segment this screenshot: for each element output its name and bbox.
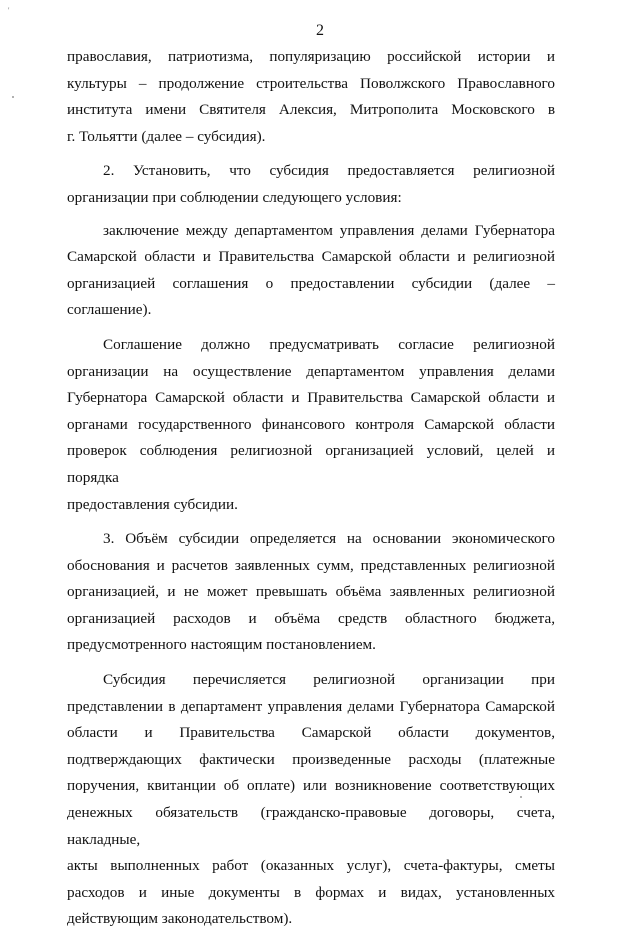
text-line: поручения, квитанции об оплате) или возникновение соответствующих bbox=[67, 777, 555, 795]
page-number: 2 bbox=[316, 22, 324, 39]
text-line: подтверждающих фактически произведенные расходы (платежные bbox=[67, 750, 555, 768]
scan-speck bbox=[12, 96, 14, 98]
text-line: действующим законодательством). bbox=[67, 910, 293, 928]
text-line: православия, патриотизма, популяризацию российской истории и bbox=[67, 48, 555, 65]
paragraph-condition bbox=[67, 218, 555, 324]
paragraph-continuation bbox=[67, 44, 555, 150]
text-line: организации на осуществление департаментом управления делами bbox=[67, 362, 555, 380]
text-line: г. Тольятти (далее – субсидия). bbox=[67, 127, 266, 145]
text-line: расходов и иные документы в формах и видах, установленных bbox=[67, 883, 555, 901]
scan-mark: ' bbox=[8, 6, 10, 15]
text-line: органами государственного финансового контроля Самарской области bbox=[67, 415, 555, 433]
text-line: области и Правительства Самарской области документов, bbox=[67, 724, 555, 742]
paragraph-item-3 bbox=[67, 526, 555, 659]
text-line: института имени Святителя Алексия, Митрополита Московского в bbox=[67, 101, 555, 119]
text-line: 2. Установить, что субсидия предоставляется религиозной bbox=[103, 162, 555, 180]
document-body bbox=[67, 44, 555, 933]
text-line: Самарской области и Правительства Самарской области и религиозной bbox=[67, 248, 555, 266]
text-line: денежных обязательств (гражданско-правовые договоры, счета, накладные, bbox=[67, 804, 555, 848]
text-line: организацией расходов и объёма средств областного бюджета, bbox=[67, 609, 555, 627]
paragraph-item-2 bbox=[67, 158, 555, 211]
text-line: организации при соблюдении следующего условия: bbox=[67, 188, 402, 206]
text-line: заключение между департаментом управления делами Губернатора bbox=[103, 221, 555, 239]
text-line: организацией, и не может превышать объёма заявленных религиозной bbox=[67, 583, 555, 601]
text-line: Губернатора Самарской области и Правительства Самарской области и bbox=[67, 389, 555, 407]
text-line: организацией соглашения о предоставлении субсидии (далее – bbox=[67, 274, 555, 292]
text-line: представлении в департамент управления делами Губернатора Самарской bbox=[67, 697, 555, 715]
text-line: 3. Объём субсидии определяется на основании экономического bbox=[103, 530, 555, 548]
paragraph-transfer bbox=[67, 667, 555, 933]
text-line: Субсидия перечисляется религиозной организации при bbox=[103, 671, 555, 689]
paragraph-agreement bbox=[67, 332, 555, 518]
text-line: соглашение). bbox=[67, 301, 152, 319]
text-line: предоставления субсидии. bbox=[67, 495, 238, 513]
text-line: акты выполненных работ (оказанных услуг), счета-фактуры, сметы bbox=[67, 857, 555, 875]
text-line: культуры – продолжение строительства Поволжского Православного bbox=[67, 74, 555, 92]
text-line: обоснования и расчетов заявленных сумм, представленных религиозной bbox=[67, 556, 555, 574]
text-line: проверок соблюдения религиозной организацией условий, целей и порядка bbox=[67, 442, 555, 486]
text-line: Соглашение должно предусматривать согласие религиозной bbox=[103, 335, 555, 353]
text-line: предусмотренного настоящим постановлением. bbox=[67, 636, 376, 654]
